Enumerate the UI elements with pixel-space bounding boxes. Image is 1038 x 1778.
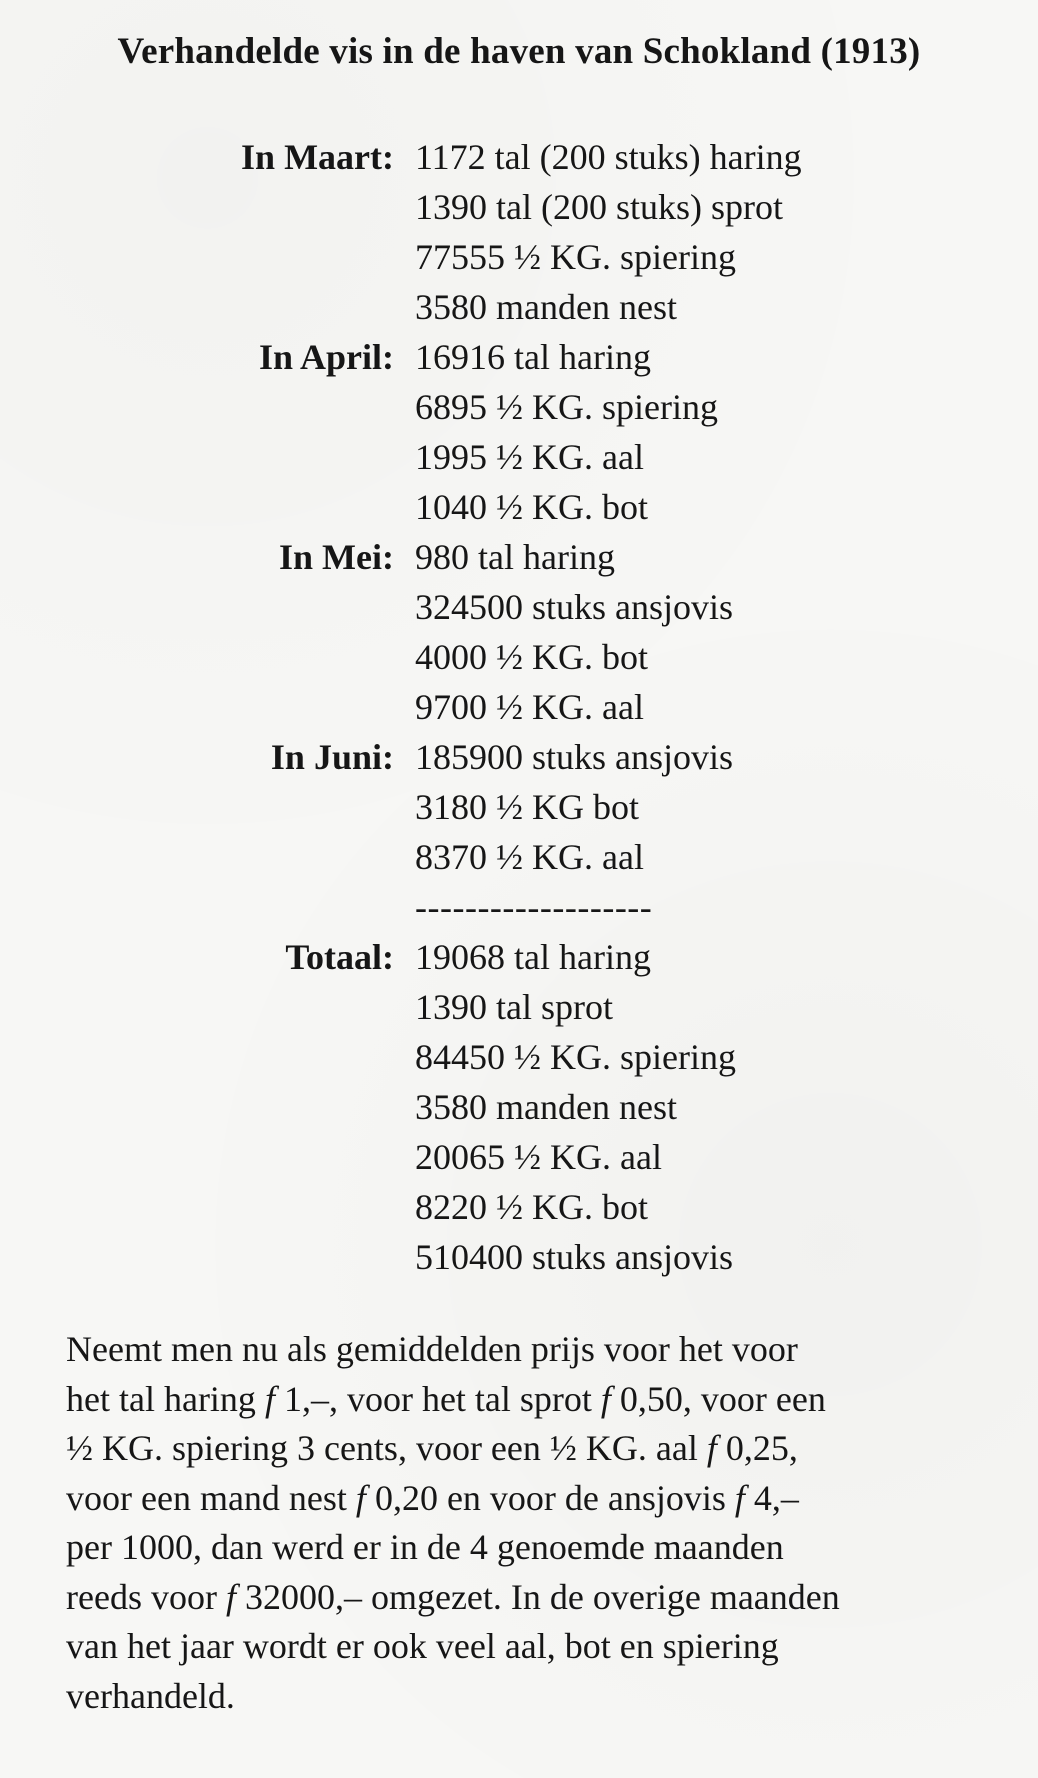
- guilder-sign: f: [706, 1428, 717, 1468]
- fish-entry: 1390 tal (200 stuks) sprot: [415, 187, 783, 227]
- page-title: Verhandelde vis in de haven van Schokland (1913): [117, 31, 921, 72]
- fish-entry: 1040 ½ KG. bot: [415, 487, 648, 527]
- fish-entry: 8370 ½ KG. aal: [415, 837, 644, 877]
- table-row: [0, 1032, 1038, 1082]
- table-row: [0, 932, 1038, 982]
- table-row: [0, 632, 1038, 682]
- table-row: [0, 1232, 1038, 1282]
- paragraph-line: voor een mand nest f 0,20 en voor de ansjovis f 4,–: [66, 1477, 799, 1518]
- fish-entry: 3580 manden nest: [415, 287, 677, 327]
- month-label: In Mei:: [279, 537, 394, 577]
- fish-entry: 9700 ½ KG. aal: [415, 687, 644, 727]
- guilder-sign: f: [225, 1576, 236, 1617]
- table-row: [0, 482, 1038, 532]
- paragraph-line: per 1000, dan werd er in de 4 genoemde maanden: [66, 1527, 784, 1567]
- table-row: [0, 1182, 1038, 1232]
- table-row: [0, 682, 1038, 732]
- table-row: [0, 1132, 1038, 1182]
- paragraph-line: het tal haring f 1,–, voor het tal sprot f 0,50, voor een: [66, 1378, 826, 1419]
- fish-entry: 185900 stuks ansjovis: [415, 737, 734, 777]
- fish-entry: 324500 stuks ansjovis: [415, 587, 734, 627]
- table-row: [0, 132, 1038, 182]
- table-row: [0, 1082, 1038, 1132]
- fish-entry: 980 tal haring: [415, 537, 615, 577]
- fish-entry: 1995 ½ KG. aal: [415, 437, 644, 477]
- fish-entry: 16916 tal haring: [415, 337, 651, 377]
- separator-line: -------------------: [415, 887, 653, 927]
- monthly-rows: [0, 132, 1038, 882]
- total-rows: [0, 932, 1038, 1282]
- table-row: [0, 382, 1038, 432]
- month-label: In Maart:: [241, 137, 394, 177]
- fish-entry: 6895 ½ KG. spiering: [415, 387, 718, 427]
- paragraph-line: ½ KG. spiering 3 cents, voor een ½ KG. aal f 0,25,: [66, 1428, 798, 1468]
- fish-entry: 510400 stuks ansjovis: [415, 1237, 734, 1277]
- separator-row: [0, 882, 1038, 932]
- fish-entry: 3580 manden nest: [415, 1087, 677, 1127]
- table-row: [0, 982, 1038, 1032]
- guilder-sign: f: [600, 1378, 611, 1419]
- fish-entry: 1390 tal sprot: [415, 987, 613, 1027]
- table-row: [0, 232, 1038, 282]
- fish-trade-table: [0, 132, 1038, 1282]
- fish-entry: 3180 ½ KG bot: [415, 787, 639, 827]
- explanation-paragraph: [66, 1325, 986, 1721]
- month-label: Totaal:: [285, 937, 394, 977]
- table-row: [0, 332, 1038, 382]
- fish-entry: 8220 ½ KG. bot: [415, 1187, 648, 1227]
- paragraph-line: van het jaar wordt er ook veel aal, bot en spiering: [66, 1626, 779, 1666]
- table-row: [0, 832, 1038, 882]
- month-label: In April:: [258, 337, 394, 377]
- fish-entry: 77555 ½ KG. spiering: [415, 237, 736, 277]
- fish-entry: 84450 ½ KG. spiering: [415, 1037, 736, 1077]
- table-row: [0, 582, 1038, 632]
- fish-entry: 19068 tal haring: [415, 937, 651, 977]
- guilder-sign: f: [734, 1477, 745, 1518]
- paragraph-line: Neemt men nu als gemiddelden prijs voor het voor: [66, 1329, 798, 1369]
- table-row: [0, 282, 1038, 332]
- month-label: In Juni:: [270, 737, 394, 777]
- fish-entry: 4000 ½ KG. bot: [415, 637, 648, 677]
- paragraph-line: verhandeld.: [66, 1675, 235, 1716]
- table-row: [0, 532, 1038, 582]
- guilder-sign: f: [355, 1477, 366, 1518]
- fish-entry: 1172 tal (200 stuks) haring: [415, 137, 802, 177]
- table-row: [0, 732, 1038, 782]
- guilder-sign: f: [264, 1378, 275, 1419]
- fish-entry: 20065 ½ KG. aal: [415, 1137, 662, 1177]
- table-row: [0, 432, 1038, 482]
- paragraph-line: reeds voor f 32000,– omgezet. In de overige maanden: [66, 1576, 840, 1617]
- table-row: [0, 782, 1038, 832]
- table-row: [0, 182, 1038, 232]
